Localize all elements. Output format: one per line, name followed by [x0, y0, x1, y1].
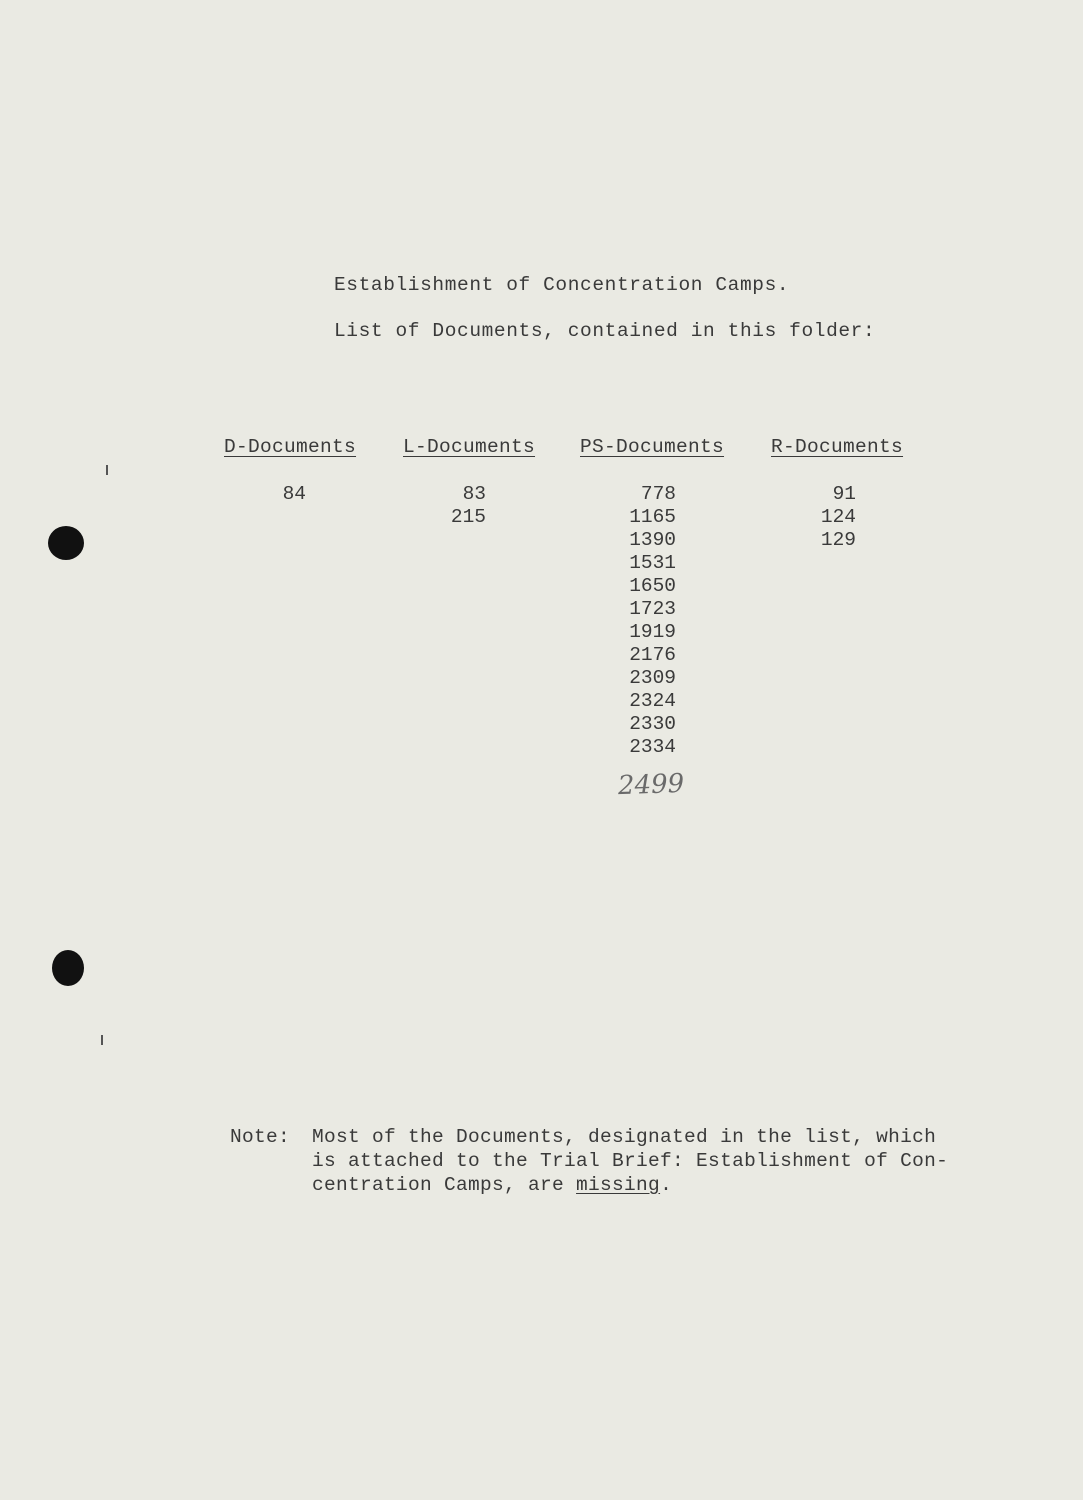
note-line-3	[312, 1173, 948, 1197]
document-number: 129	[820, 529, 856, 551]
document-number: 1531	[629, 552, 676, 574]
document-number: 84	[282, 483, 306, 505]
document-number: 2176	[629, 644, 676, 666]
note-line-3-end: .	[660, 1174, 673, 1196]
document-number: 215	[450, 506, 486, 528]
stray-mark	[101, 1035, 103, 1045]
punch-hole-bottom	[52, 950, 84, 986]
document-subtitle: List of Documents, contained in this folder:	[334, 320, 876, 342]
column-header-l-documents: L-Documents	[403, 436, 536, 458]
document-number: 83	[462, 483, 486, 505]
document-number: 2330	[629, 713, 676, 735]
ps-documents-list	[610, 483, 676, 759]
document-number: 1919	[629, 621, 676, 643]
note-line-1: Most of the Documents, designated in the list, which	[312, 1126, 937, 1148]
document-number: 1723	[629, 598, 676, 620]
document-number: 1390	[629, 529, 676, 551]
r-documents-list	[790, 483, 856, 552]
handwritten-annotation: 2499	[617, 768, 685, 802]
note-text	[312, 1125, 948, 1197]
document-number: 1650	[629, 575, 676, 597]
document-number: 2334	[629, 736, 676, 758]
note-line-2: is attached to the Trial Brief: Establishment of Con-	[312, 1150, 949, 1172]
column-header-ps-documents: PS-Documents	[580, 436, 725, 458]
document-number: 91	[832, 483, 856, 505]
note-line-3-start: centration Camps, are	[312, 1174, 577, 1196]
d-documents-list	[250, 483, 306, 506]
column-header-d-documents: D-Documents	[224, 436, 357, 458]
document-title: Establishment of Concentration Camps.	[334, 274, 790, 296]
l-documents-list	[420, 483, 486, 529]
note-missing-word: missing	[576, 1174, 661, 1196]
stray-mark	[106, 465, 108, 475]
document-number: 2309	[629, 667, 676, 689]
punch-hole-top	[48, 526, 84, 560]
document-number: 124	[820, 506, 856, 528]
document-number: 778	[640, 483, 676, 505]
document-number: 1165	[629, 506, 676, 528]
document-number: 2324	[629, 690, 676, 712]
note-label: Note:	[230, 1126, 291, 1148]
column-header-r-documents: R-Documents	[771, 436, 904, 458]
